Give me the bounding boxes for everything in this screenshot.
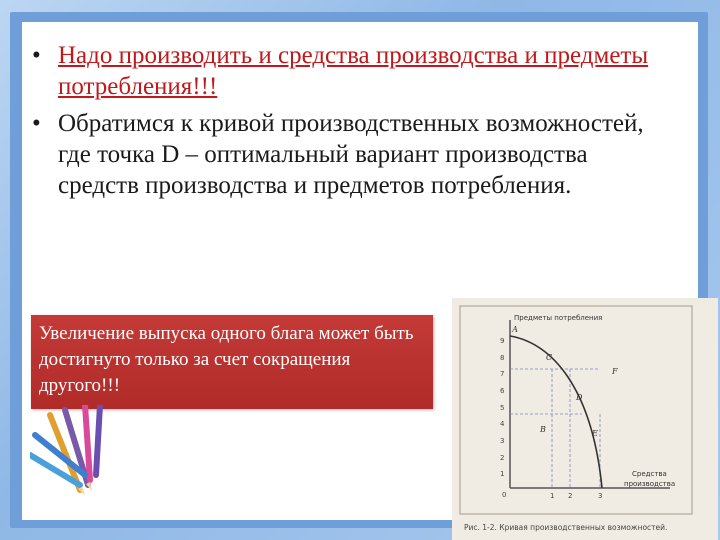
bullet-item-1 <box>28 40 668 102</box>
x-axis-label-1: Средства <box>632 470 667 478</box>
origin-label: 0 <box>502 491 507 499</box>
x-tick-label: 3 <box>598 492 603 500</box>
x-tick-label: 1 <box>550 492 555 500</box>
bullet-list <box>28 40 668 207</box>
y-axis-label: Предметы потребления <box>514 314 603 322</box>
point-label-f: F <box>612 367 618 376</box>
bullet-item-2 <box>28 108 668 201</box>
point-label-d: D <box>576 393 583 402</box>
bullet-dot-icon: • <box>32 110 41 137</box>
bullet-text-2: Обратимся к кривой производственных возможностей, где точка D – оптимальный вариант производства средств производства и предметов потребления. <box>58 110 644 199</box>
callout-box <box>31 315 433 409</box>
y-tick-label: 2 <box>500 454 505 462</box>
x-tick-label: 2 <box>568 492 573 500</box>
pencils-icon <box>30 405 140 505</box>
y-tick-label: 5 <box>500 404 505 412</box>
ppc-figure <box>452 298 718 540</box>
y-tick-label: 4 <box>500 420 505 428</box>
bullet-text-1: Надо производить и средства производства и предметы потребления!!! <box>58 42 649 100</box>
y-tick-label: 8 <box>500 354 505 362</box>
point-label-b: В <box>540 425 546 434</box>
figure-caption: Рис. 1-2. Кривая производственных возможностей. <box>464 523 668 532</box>
y-tick-label: 3 <box>500 437 505 445</box>
point-label-e: Е <box>592 429 598 438</box>
x-axis-label-2: производства <box>624 480 676 488</box>
y-tick-label: 1 <box>500 470 505 478</box>
y-tick-label: 6 <box>500 387 505 395</box>
callout-text: Увеличение выпуска одного блага может быть достигнуто только за счет сокращения другого!!! <box>39 323 414 396</box>
y-tick-label: 9 <box>500 337 505 345</box>
point-label-c: С <box>546 353 553 362</box>
point-label-a: А <box>512 325 519 334</box>
bullet-dot-icon: • <box>32 42 41 69</box>
y-tick-label: 7 <box>500 370 505 378</box>
